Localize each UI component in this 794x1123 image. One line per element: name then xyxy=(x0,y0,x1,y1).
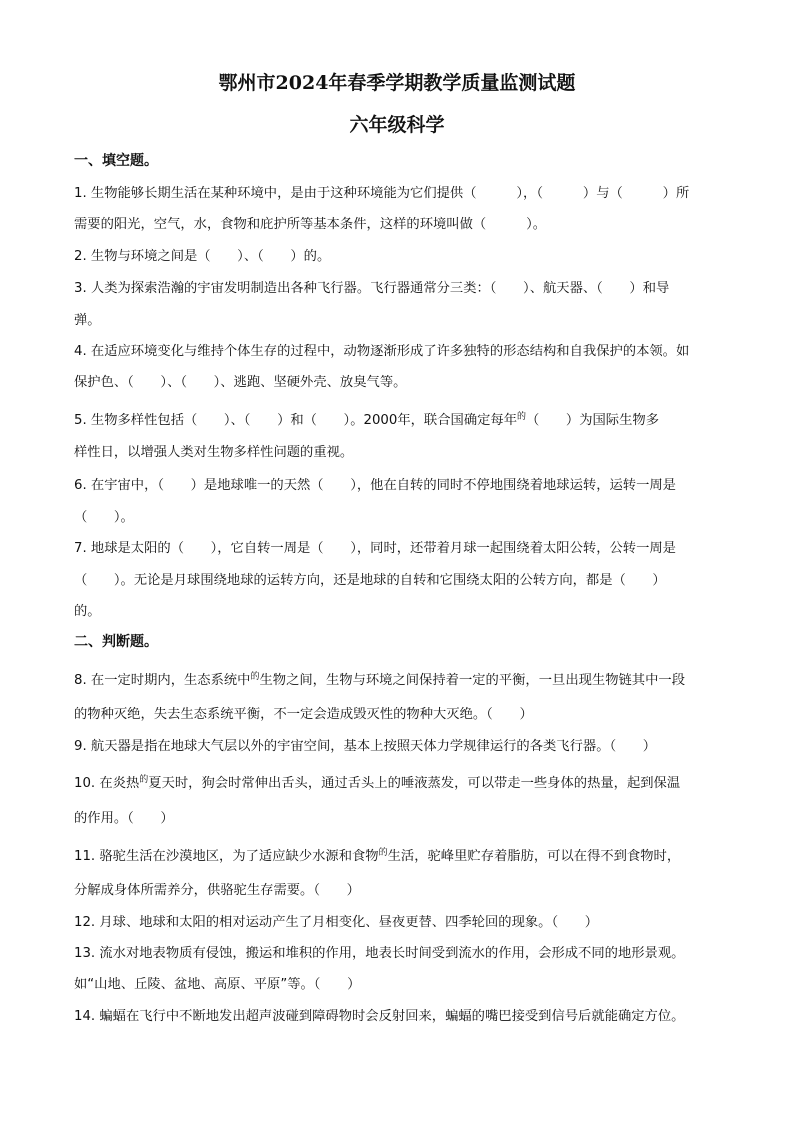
question-line: 如“山地、丘陵、盆地、高原、平原”等。（ ） xyxy=(74,977,361,992)
document-title: 鄂州市2024年春季学期教学质量监测试题 xyxy=(218,72,576,94)
small-char: 的 xyxy=(378,848,388,858)
question-line: 4. 在适应环境变化与维持个体生存的过程中，动物逐渐形成了许多独特的形态结构和自我保护的本领。如 xyxy=(74,344,690,359)
question-line: 13. 流水对地表物质有侵蚀，搬运和堆积的作用，地表长时间受到流水的作用，会形成不同的地形景观。 xyxy=(74,946,685,961)
question-line: 7. 地球是太阳的（ ），它自转一周是（ ），同时，还带着月球一起围绕着太阳公转，公转一周是 xyxy=(74,541,676,556)
question-line: （ ）。 xyxy=(74,510,134,525)
section-heading-fill-blank: 一、填空题。 xyxy=(74,153,158,169)
question-text: （ ）为国际生物多 xyxy=(526,413,659,428)
question-line: 保护色、（ ）、（ ）、逃跑、坚硬外壳、放臭气等。 xyxy=(74,375,407,390)
question-line: （ ）。无论是月球围绕地球的运转方向，还是地球的自转和它围绕太阳的公转方向，都是（ ） xyxy=(74,573,666,588)
section-heading-true-false: 二、判断题。 xyxy=(74,634,158,650)
question-line: 12. 月球、地球和太阳的相对运动产生了月相变化、昼夜更替、四季轮回的现象。（ ） xyxy=(74,915,599,930)
question-text: 生活，驼峰里贮存着脂肪，可以在得不到食物时， xyxy=(387,849,681,864)
question-line: 6. 在宇宙中，（ ）是地球唯一的天然（ ），他在自转的同时不停地围绕着地球运转，运转一周是 xyxy=(74,478,676,493)
document-subtitle: 六年级科学 xyxy=(349,114,445,136)
question-line: 1. 生物能够长期生活在某种环境中，是由于这种环境能为它们提供（ ），（ ）与（ ）所 xyxy=(74,186,690,201)
question-text: 8. 在一定时期内，生态系统中 xyxy=(74,673,251,688)
question-line xyxy=(74,669,726,688)
small-char: 的 xyxy=(139,775,149,785)
question-text: 生物之间，生物与环境之间保持着一定的平衡，一旦出现生物链其中一段 xyxy=(259,673,685,688)
question-line xyxy=(74,409,726,428)
question-line: 9. 航天器是指在地球大气层以外的宇宙空间，基本上按照天体力学规律运行的各类飞行器。（ ） xyxy=(74,739,657,754)
question-line xyxy=(74,772,726,791)
question-line: 需要的阳光，空气，水，食物和庇护所等基本条件，这样的环境叫做（ ）。 xyxy=(74,217,547,232)
question-line: 的。 xyxy=(74,604,101,619)
question-text: 5. 生物多样性包括（ ）、（ ）和（ ）。2000年，联合国确定每年 xyxy=(74,413,518,428)
question-line: 弹。 xyxy=(74,313,101,328)
question-line: 的作用。（ ） xyxy=(74,811,174,826)
question-line: 3. 人类为探索浩瀚的宇宙发明制造出各种飞行器。飞行器通常分三类：（ ）、航天器、（ ）和导 xyxy=(74,281,670,296)
question-text: 10. 在炎热 xyxy=(74,776,140,791)
small-char: 的 xyxy=(517,412,527,422)
question-line: 2. 生物与环境之间是（ ）、（ ）的。 xyxy=(74,249,331,264)
question-line: 14. 蝙蝠在飞行中不断地发出超声波碰到障碍物时会反射回来，蝙蝠的嘴巴接受到信号后就能确定方位。 xyxy=(74,1009,685,1024)
question-line: 样性日，以增强人类对生物多样性问题的重视。 xyxy=(74,445,354,460)
question-text: 夏天时，狗会时常伸出舌头，通过舌头上的唾液蒸发，可以带走一些身体的热量，起到保温 xyxy=(148,776,681,791)
small-char: 的 xyxy=(250,672,260,682)
question-line xyxy=(74,845,726,864)
question-line: 的物种灭绝，失去生态系统平衡，不一定会造成毁灭性的物种大灭绝。（ ） xyxy=(74,707,533,722)
question-text: 11. 骆驼生活在沙漠地区，为了适应缺少水源和食物 xyxy=(74,849,379,864)
question-line: 分解成身体所需养分，供骆驼生存需要。（ ） xyxy=(74,883,360,898)
